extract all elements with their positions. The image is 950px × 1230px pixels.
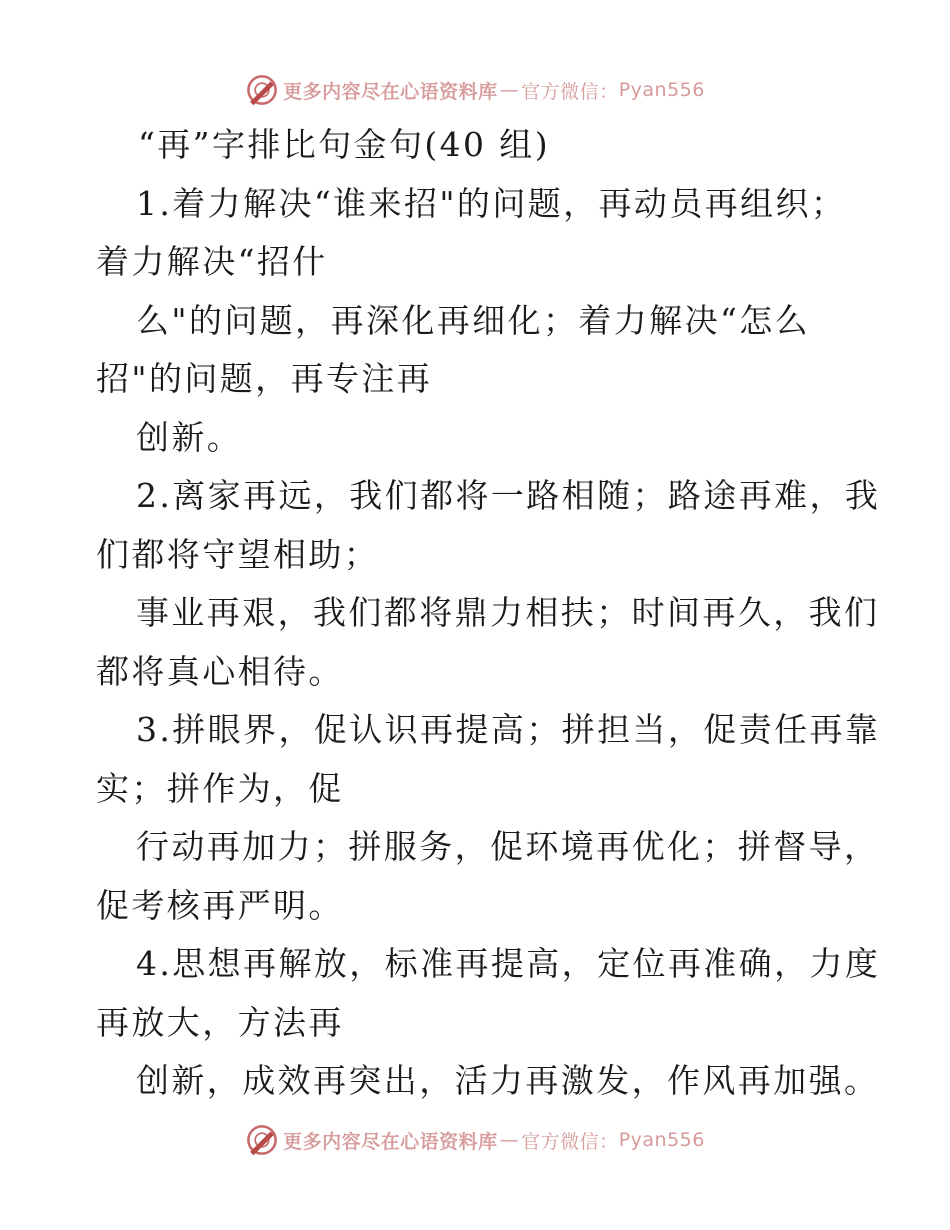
text-line: 1.着力解决“谁来招"的问题，再动员再组织； (136, 183, 847, 223)
text-line: 实；拼作为，促 (96, 768, 344, 808)
header-watermark (0, 70, 950, 110)
watermark-brand: 更多内容尽在心语资料库 (283, 1130, 498, 1153)
pen-circle-logo-icon (245, 1123, 279, 1157)
watermark-label: 官方微信： (521, 1130, 619, 1153)
text-line: 们都将守望相助； (96, 534, 380, 574)
text-line: 么"的问题，再深化再细化；着力解决“怎么 (136, 300, 811, 340)
watermark-brand: 更多内容尽在心语资料库 (283, 80, 498, 103)
document-body (96, 116, 881, 1111)
text-line: 创新，成效再突出，活力再激发，作风再加强。 (136, 1061, 880, 1100)
text-line: 招"的问题，再专注再 (96, 359, 433, 398)
text-line: 事业再艰，我们都将鼎力相扶；时间再久，我们 (136, 593, 880, 632)
text-line: 创新。 (136, 417, 243, 457)
text-line: 促考核再严明。 (96, 885, 344, 925)
watermark-label: 官方微信： (521, 80, 619, 103)
watermark-wechat-id: Pyan556 (618, 1129, 705, 1151)
text-line: 行动再加力；拼服务，促环境再优化；拼督导， (136, 827, 880, 866)
footer-watermark (0, 1120, 950, 1160)
text-line: 2.离家再远，我们都将一路相随；路途再难，我 (136, 476, 881, 515)
text-line: 4.思想再解放，标准再提高，定位再准确，力度 (136, 944, 881, 983)
watermark-separator: — (499, 79, 520, 101)
watermark-wechat-id: Pyan556 (618, 79, 705, 101)
text-line: 都将真心相待。 (96, 651, 344, 691)
text-line: 3.拼眼界，促认识再提高；拼担当，促责任再靠 (136, 710, 881, 749)
document-lines (96, 175, 881, 1111)
document-title: “再”字排比句金句(40 组) (138, 125, 550, 164)
text-line: 着力解决“招什 (96, 242, 328, 281)
text-line: 再放大，方法再 (96, 1002, 344, 1042)
pen-circle-logo-icon (245, 73, 279, 107)
watermark-separator: — (499, 1129, 520, 1151)
